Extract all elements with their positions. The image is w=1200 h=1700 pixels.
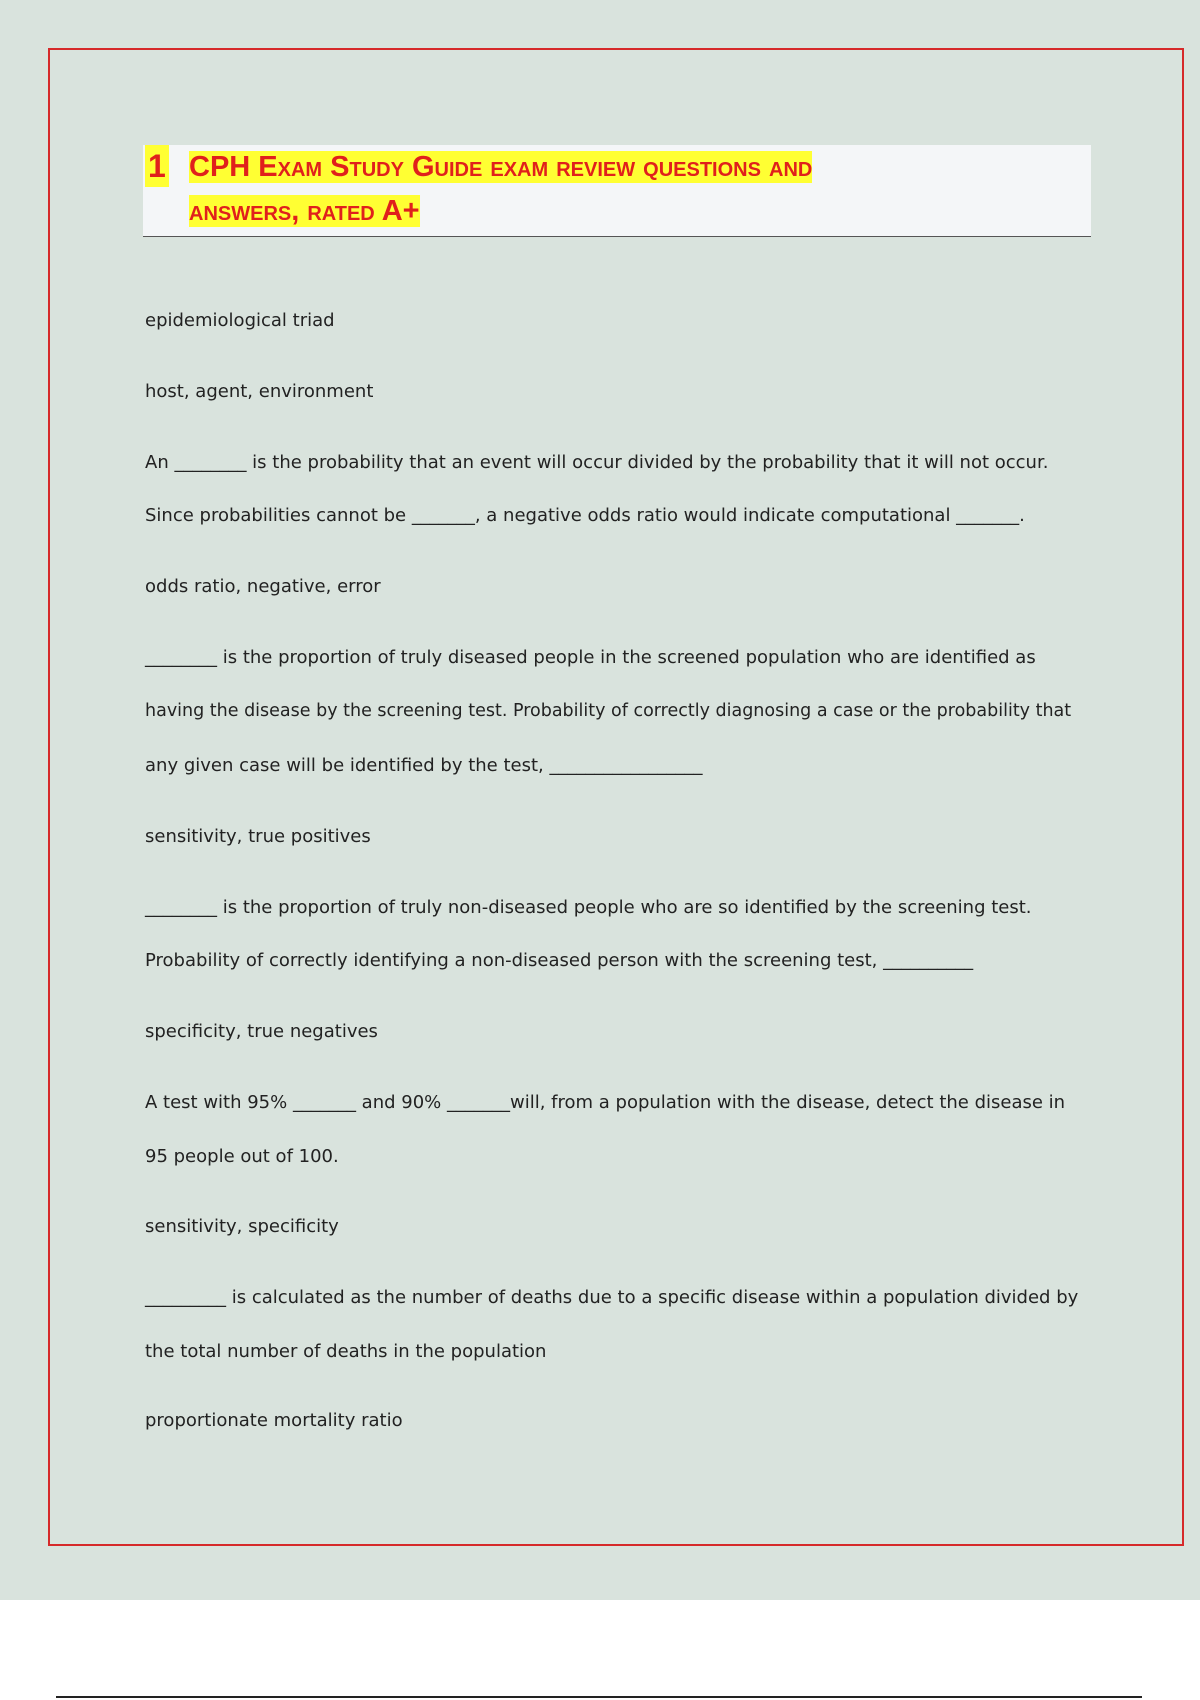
- title-block: [143, 145, 1091, 237]
- title-number: 1: [145, 145, 169, 187]
- answer-line: host, agent, environment: [145, 381, 374, 402]
- question-line: An ________ is the probability that an event will occur divided by the probability that it will not occur.: [145, 452, 1049, 473]
- question-line: any given case will be identified by the test, _________________: [145, 755, 703, 776]
- question-line: having the disease by the screening test. Probability of correctly diagnosing a case or the probability that: [145, 701, 1072, 721]
- question-line: Probability of correctly identifying a non-diseased person with the screening test, __________: [145, 950, 974, 971]
- question-line: ________ is the proportion of truly diseased people in the screened population who are identified as: [145, 647, 1036, 668]
- question-line: ________ is the proportion of truly non-diseased people who are so identified by the screening test.: [145, 897, 1032, 918]
- answer-line: sensitivity, specificity: [145, 1216, 339, 1237]
- question-line: A test with 95% _______ and 90% _______will, from a population with the disease, detect the disease in: [145, 1092, 1066, 1113]
- answer-line: proportionate mortality ratio: [145, 1410, 403, 1431]
- question-line: 95 people out of 100.: [145, 1146, 339, 1167]
- question-line: the total number of deaths in the population: [145, 1341, 547, 1362]
- footer-rule: [56, 1696, 1142, 1698]
- title-line-2: answers, rated A+: [189, 195, 420, 227]
- page-title: [189, 145, 1069, 233]
- answer-line: sensitivity, true positives: [145, 826, 371, 847]
- question-line: _________ is calculated as the number of deaths due to a specific disease within a population divided by: [145, 1287, 1079, 1308]
- answer-line: odds ratio, negative, error: [145, 576, 381, 597]
- title-line-1: CPH Exam Study Guide exam review questions and: [189, 151, 813, 183]
- question-line: Since probabilities cannot be _______, a negative odds ratio would indicate computational _______.: [145, 505, 1025, 526]
- answer-line: specificity, true negatives: [145, 1021, 378, 1042]
- page-border: [48, 48, 1184, 1546]
- question-line: epidemiological triad: [145, 310, 335, 331]
